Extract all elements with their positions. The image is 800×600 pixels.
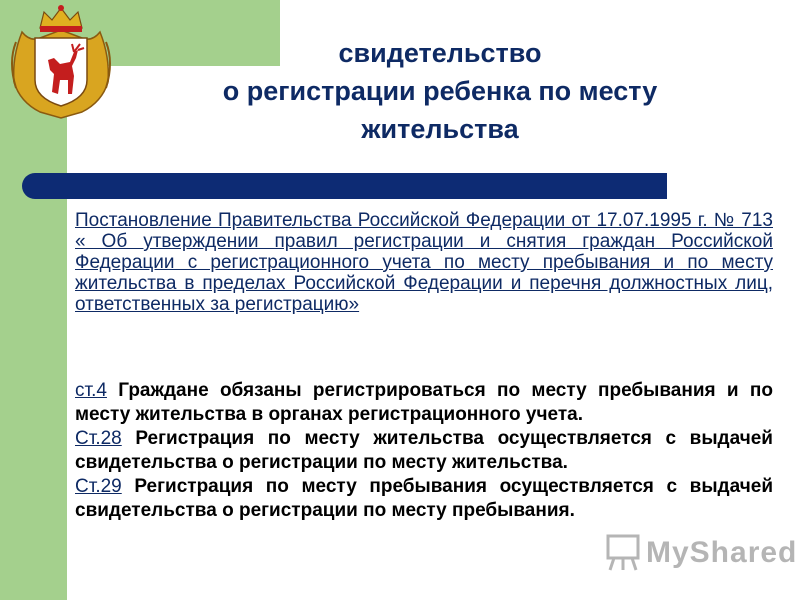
article-text: Регистрация по месту жительства осуществляется с выдачей свидетельства о регистрации по месту жительства. (75, 428, 773, 473)
articles-section (75, 379, 773, 523)
page-title (110, 34, 770, 148)
article-text: Регистрация по месту пребывания осуществляется с выдачей свидетельства о регистрации по месту пребывания. (75, 476, 773, 521)
decree-link[interactable]: Постановление Правительства Российской Федерации от 17.07.1995 г. № 713 « Об утверждении правил регистрации и снятия граждан Российской Федерации с регистрационного учета по месту пребывания и по месту жительства в пределах Российской Федерации и перечня должностных лиц, ответственных за регистрацию» (75, 210, 773, 315)
article-ref-link[interactable]: Ст.29 (75, 476, 122, 497)
presentation-board-icon (604, 530, 644, 572)
title-line-3: жительства (361, 114, 519, 144)
article-item (75, 475, 773, 523)
coat-of-arms-emblem (2, 2, 120, 120)
article-item (75, 427, 773, 475)
title-line-1: свидетельство (338, 38, 542, 68)
title-line-2: о регистрации ребенка по месту (222, 76, 658, 106)
article-ref-link[interactable]: Ст.28 (75, 428, 122, 449)
watermark-text: MyShared (646, 536, 798, 569)
watermark (604, 530, 798, 572)
article-item (75, 379, 773, 427)
article-ref-link[interactable]: ст.4 (75, 380, 107, 401)
accent-divider-bar (22, 173, 667, 199)
article-text: Граждане обязаны регистрироваться по месту пребывания и по месту жительства в органах регистрационного учета. (75, 380, 773, 425)
